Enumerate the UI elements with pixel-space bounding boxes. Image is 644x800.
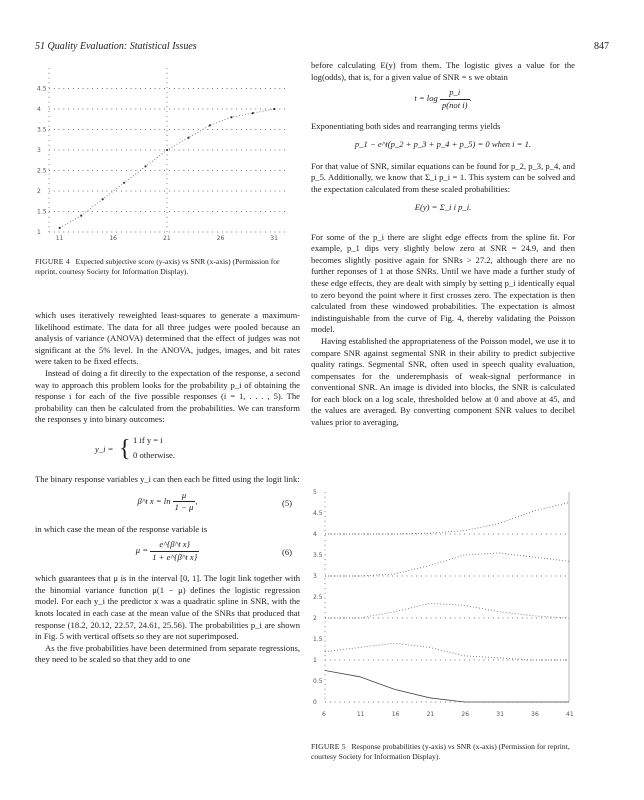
x-tick-label: 31 — [496, 711, 504, 718]
equation-lhs: μ = — [135, 545, 149, 556]
figure-4-label: FIGURE 4 — [35, 257, 70, 266]
denominator: 1 + e^{β^t x} — [152, 551, 198, 562]
equation-number: (6) — [281, 547, 292, 558]
brace-symbol: { — [119, 435, 131, 462]
y-tick-label: 2.5 — [313, 594, 323, 601]
equation-5: β^t x = ln $\frac{\mu}{1 - \mu}$ , (5) — [137, 489, 292, 513]
page-number: 847 — [594, 41, 609, 52]
y-tick-label: 2 — [37, 188, 41, 195]
y-tick-label: 0 — [313, 699, 317, 706]
left-column-text — [35, 310, 300, 666]
figure-4-caption-text: Expected subjective score (y-axis) vs SNR (x-axis) (Permission for reprint, courtesy Society for Information Display). — [35, 257, 280, 276]
equation-6 — [35, 539, 300, 569]
x-tick-label: 31 — [270, 235, 278, 242]
paragraph: For that value of SNR, similar equations can be found for p_2, p_3, p_4, and p_5. Additionally, we know that Σ_i p_i = 1. This system can be solved and the expectation calculated from these scaled probabilities: — [311, 160, 575, 194]
paragraph: in which case the mean of the response variable is — [35, 523, 208, 534]
y-tick-label: 1.5 — [37, 208, 47, 216]
series-line-p5 — [325, 503, 569, 535]
equation-lhs: β^t x = ln — [137, 495, 171, 506]
paragraph: Instead of doing a fit directly to the expectation of the response, a second way to approach this problem looks for the probability p_i of obtaining the response i for each of the five possible responses (i = 1, . . . , 5). The probability can then be calculated from the probabilities. We can transform the responses y into binary outcomes: — [35, 367, 300, 425]
numerator: p_i — [440, 87, 470, 100]
equation-exponentiated: p_1 − e^t(p_2 + p_3 + p_4 + p_5) = 0 when i = 1. — [354, 138, 532, 149]
right-column-text — [311, 60, 575, 429]
paragraph: which uses iteratively reweighted least-squares to generate a maximum-likelihood estimate. The data for all three judges were pooled because an analysis of variance (ANOVA) determined that the effect of judges was not significant at the 5% level. In the ANOVA, judges, images, and bit rates were taken to be fixed effects. — [35, 310, 300, 367]
paragraph: before calculating E(y) from them. The logistic gives a value for the log(odds), that is, for a given value of SNR = s we obtain — [311, 60, 575, 82]
y-tick-label: 3 — [37, 147, 41, 154]
y-tick-label: 1.5 — [313, 636, 323, 643]
equation-number: (5) — [281, 497, 292, 508]
y-tick-label: 4 — [313, 531, 317, 538]
series-line-p3 — [325, 603, 569, 618]
y-tick-label: 0.5 — [313, 678, 323, 685]
series-line-p2 — [325, 643, 569, 660]
x-tick-label: 41 — [566, 711, 574, 718]
data-point — [252, 112, 254, 114]
fraction — [150, 539, 199, 563]
y-tick-label: 4.5 — [313, 510, 323, 517]
paragraph: Exponentiating both sides and rearranging terms yields — [311, 121, 501, 132]
x-tick-label: 16 — [109, 235, 118, 242]
y-tick-label: 3.5 — [313, 552, 323, 559]
equation-expectation: E(y) = Σ_i i p_i. — [414, 201, 472, 212]
equation-binary-outcomes — [35, 432, 300, 468]
x-tick-label: 6 — [322, 711, 326, 718]
y-tick-label: 1 — [313, 657, 317, 664]
figure-5-caption — [311, 742, 575, 762]
figure-4-chart — [35, 60, 300, 246]
x-tick-label: 21 — [426, 711, 435, 718]
x-tick-label: 11 — [356, 711, 365, 718]
fraction — [440, 87, 470, 111]
denominator: 1 − μ — [174, 502, 194, 513]
data-point — [273, 108, 275, 110]
equation-lhs: t = log — [414, 93, 438, 104]
y-tick-label: 1 — [37, 229, 41, 236]
equation-log-odds: t = log $\frac{p\_i}{\text{p(not i)}}$ . — [414, 87, 472, 110]
equation-case-1: 1 if y = i — [133, 434, 163, 445]
numerator: μ — [173, 490, 196, 503]
y-tick-label: 2 — [313, 615, 317, 622]
y-tick-label: 4 — [37, 106, 41, 113]
figure-5-chart — [311, 486, 575, 718]
y-tick-label: 2.5 — [37, 167, 47, 175]
numerator: e^{β^t x} — [150, 539, 199, 552]
equation-lhs: y_i = — [95, 443, 114, 454]
paragraph: As the five probabilities have been determined from separate regressions, they need to be scaled so that they add to one — [35, 642, 300, 665]
header-title: 51 Quality Evaluation: Statistical Issues — [35, 41, 197, 52]
running-header — [35, 41, 609, 55]
x-tick-label: 36 — [531, 711, 539, 718]
denominator: p(not i) — [441, 99, 468, 110]
paragraph: For some of the p_i there are slight edge effects from the spline fit. For example, p_1 dips very slightly below zero at SNR = 24.9, and then becomes slightly positive again for SNRs > 27.2, although there are no further reponses of 1 at those SNRs. Until we have made a further study of these edge effects, they are dealt with simply by setting p_i identically equal to zero beyond the point where it first crosses zero. The expectation is then calculated from these windowed probabilities. The expectation is almost indistinguishable from the curve of Fig. 4, thereby validating the Poisson model. — [311, 231, 575, 335]
equation-case-2: 0 otherwise. — [133, 449, 176, 460]
fraction — [173, 490, 196, 514]
y-tick-label: 3 — [313, 573, 317, 580]
series-line-p4 — [325, 553, 569, 576]
series-line-p1 — [325, 671, 569, 703]
y-tick-label: 3.5 — [37, 126, 47, 134]
paragraph: which guarantees that μ is in the interval [0, 1]. The logit link together with the binomial variance function μ(1 − μ) defines the logistic regression model. For each y_i the predictor x was a quadratic spline in SNR, with the knots located in each case at the mean value of the SNRs that produced that response (18.2, 20.12, 22.57, 24.61, 25.56). The probabilities p_i are shown in Fig. 5 with vertical offsets so they are not superimposed. — [35, 573, 300, 642]
y-tick-label: 5 — [313, 489, 317, 496]
x-tick-label: 21 — [163, 235, 171, 242]
figure-5-caption-text: Response probabilities (y-axis) vs SNR (x-axis) (Permission for reprint, courtesy Society for Information Display). — [311, 742, 570, 761]
paragraph: Having established the appropriateness of the Poisson model, we use it to compare SNR against segmental SNR in their ability to predict subjective quality ratings. Segmental SNR, often used in speech quality evaluation, compensates for the underemphasis of weak-signal performance in conventional SNR. An image is divided into blocks, the SNR is calculated for each block on a log scale, thresholded below at 0 and above at 45, and the values are averaged. By converting component SNR values to decibel values prior to averaging, — [311, 335, 575, 428]
x-tick-label: 11 — [55, 235, 64, 242]
figure-4-caption — [35, 257, 300, 277]
figure-5-label: FIGURE 5 — [311, 742, 346, 751]
x-tick-label: 26 — [216, 235, 225, 242]
y-tick-label: 4.5 — [37, 85, 47, 93]
series-curve — [60, 109, 275, 228]
x-tick-label: 26 — [461, 711, 470, 718]
paragraph: The binary response variables y_i can then each be fitted using the logit link: — [35, 473, 300, 484]
x-tick-label: 16 — [391, 711, 400, 718]
